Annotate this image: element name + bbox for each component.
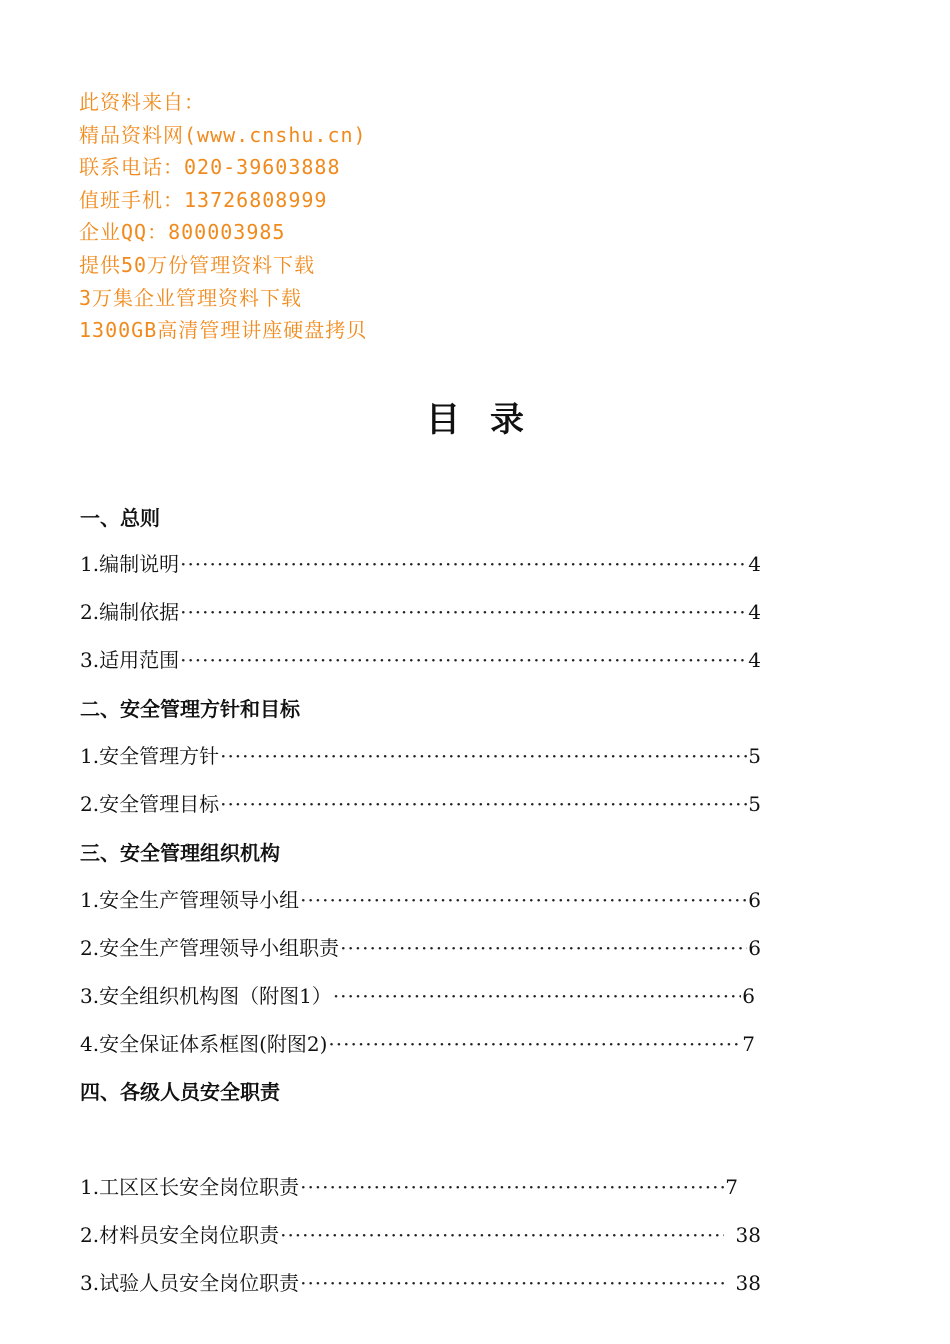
toc-section-heading: 四、各级人员安全职责 (80, 1080, 280, 1104)
toc-entry[interactable] (80, 548, 761, 578)
promo-line: 值班手机：13726808999 (79, 187, 328, 212)
toc-entry-label: 2.编制依据 (80, 600, 180, 624)
toc-entry-page: 38 (735, 1223, 761, 1247)
promo-line: 精品资料网(www.cnshu.cn) (79, 122, 367, 147)
toc-entry[interactable] (80, 932, 761, 962)
toc-entry-page: 4 (748, 552, 761, 576)
toc-entry-label: 1.安全管理方针 (80, 744, 220, 768)
promo-block (79, 86, 367, 347)
toc-leader-dots (220, 792, 747, 816)
toc-entry-page: 5 (748, 792, 761, 816)
toc-section-heading: 一、总则 (80, 506, 160, 530)
toc-leader-dots (180, 552, 747, 576)
toc-entry[interactable] (80, 1028, 755, 1058)
toc-leader-dots (180, 648, 747, 672)
toc-entry[interactable] (80, 980, 755, 1010)
toc-entry-label: 2.材料员安全岗位职责 (80, 1223, 280, 1247)
toc-entry-page: 7 (742, 1032, 755, 1056)
toc-leader-dots (180, 600, 747, 624)
toc-leader-dots (300, 1271, 723, 1295)
toc-entry[interactable] (80, 644, 761, 674)
promo-line: 联系电话：020-39603888 (79, 155, 341, 180)
toc-entry-label: 3.试验人员安全岗位职责 (80, 1271, 300, 1295)
toc-entry[interactable] (80, 788, 761, 818)
toc-leader-dots (300, 888, 747, 912)
toc-entry-page: 7 (725, 1175, 738, 1199)
toc-entry-label: 3.适用范围 (80, 648, 180, 672)
toc-entry-label: 2.安全管理目标 (80, 792, 220, 816)
toc-leader-dots (220, 744, 747, 768)
promo-line: 1300GB高清管理讲座硬盘拷贝 (79, 318, 368, 343)
toc-entry-page: 38 (735, 1271, 761, 1295)
toc-entry-label: 1.安全生产管理领导小组 (80, 888, 300, 912)
toc-entry[interactable] (80, 1219, 761, 1249)
toc-entry-label: 1.工区区长安全岗位职责 (80, 1175, 300, 1199)
toc-entry-label: 1.编制说明 (80, 552, 180, 576)
toc-leader-dots (333, 984, 741, 1008)
toc-leader-dots (300, 1175, 724, 1199)
toc-entry[interactable] (80, 884, 761, 914)
toc-leader-dots (340, 936, 747, 960)
toc-entry-label: 4.安全保证体系框图(附图2) (80, 1032, 328, 1056)
toc-entry[interactable] (80, 1171, 738, 1201)
toc-entry-page: 4 (748, 600, 761, 624)
toc-entry-page: 6 (748, 888, 761, 912)
toc-leader-dots (328, 1032, 741, 1056)
promo-line: 企业QQ：800003985 (79, 220, 286, 245)
promo-line: 3万集企业管理资料下载 (79, 285, 303, 310)
promo-line: 提供50万份管理资料下载 (79, 252, 316, 277)
toc-entry-page: 4 (748, 648, 761, 672)
page-title: 目录 (426, 400, 554, 440)
toc-leader-dots (280, 1223, 723, 1247)
toc-entry[interactable] (80, 596, 761, 626)
toc-entry[interactable] (80, 740, 761, 770)
toc-entry-page: 5 (748, 744, 761, 768)
toc-section-heading: 二、安全管理方针和目标 (80, 697, 300, 721)
toc-entry-label: 2.安全生产管理领导小组职责 (80, 936, 340, 960)
toc-entry-label: 3.安全组织机构图（附图1） (80, 984, 332, 1008)
promo-line: 此资料来自： (79, 90, 205, 114)
toc-entry[interactable] (80, 1267, 761, 1297)
toc-entry-page: 6 (748, 936, 761, 960)
toc-entry-page: 6 (742, 984, 755, 1008)
toc-section-heading: 三、安全管理组织机构 (80, 841, 280, 865)
